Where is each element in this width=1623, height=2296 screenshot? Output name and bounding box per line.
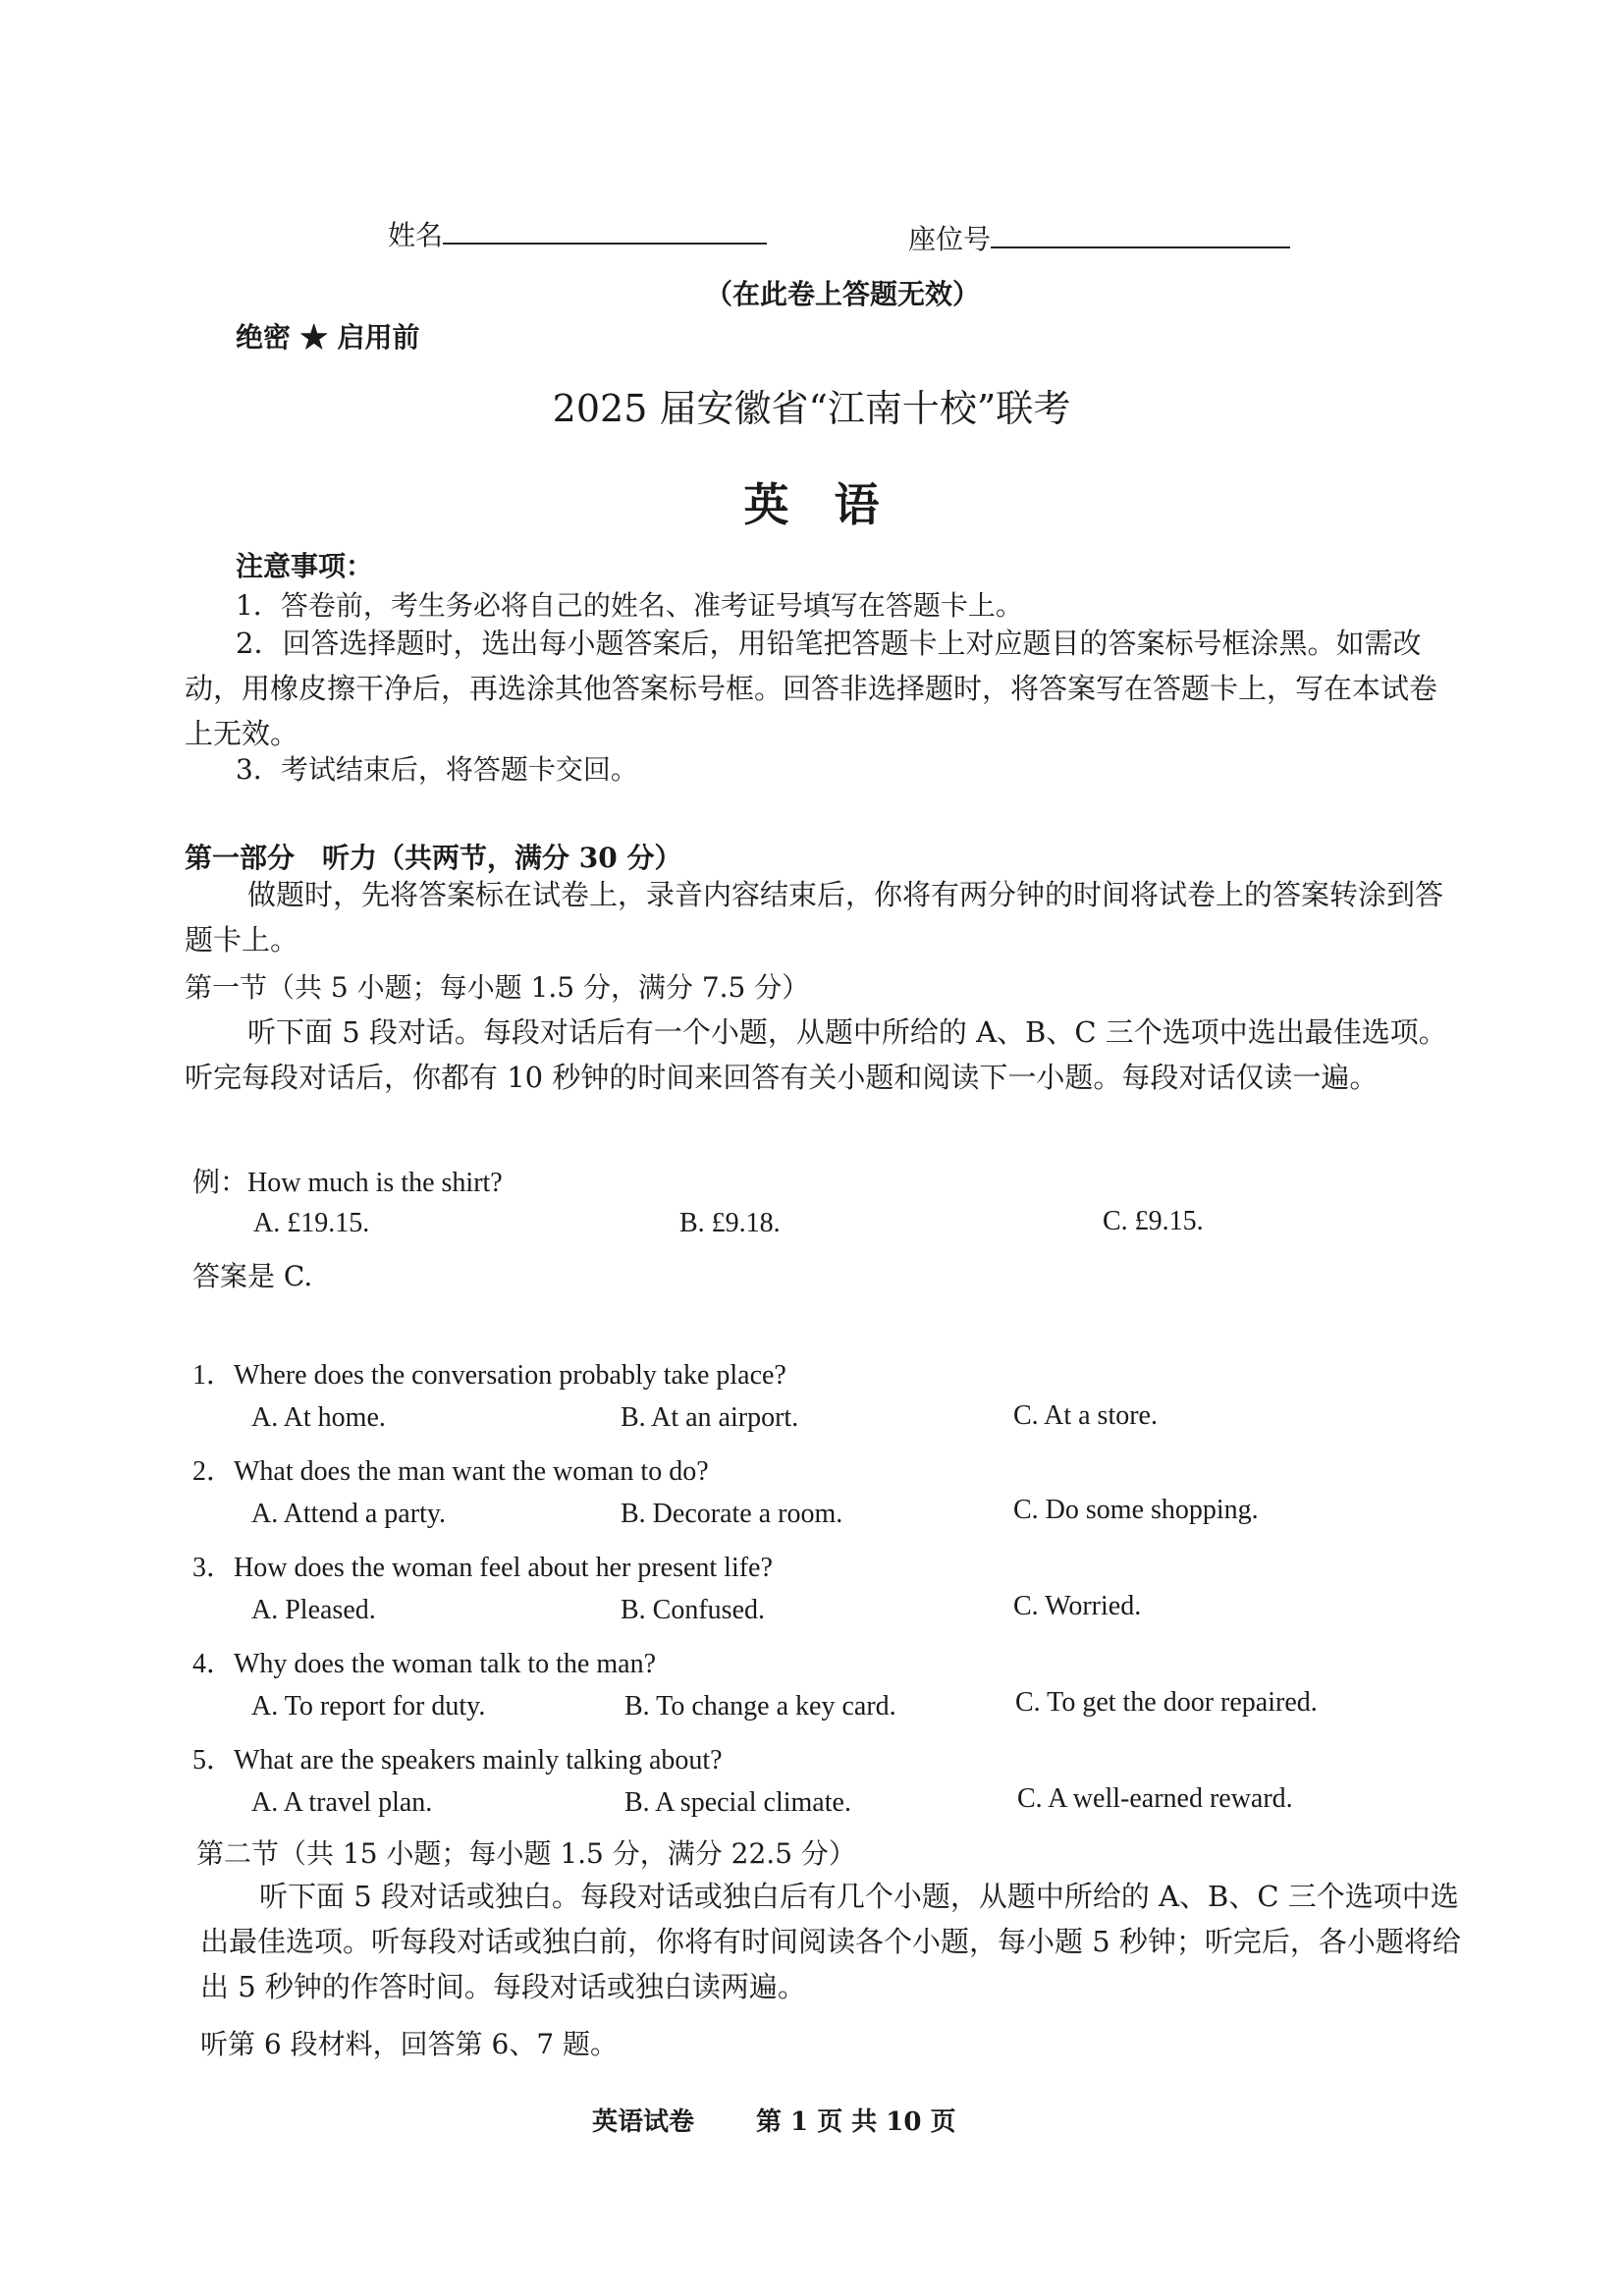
question-2: 2．What does the man want the woman to do?: [192, 1456, 709, 1487]
part1-title: 第一部分 听力（共两节，满分 30 分）: [185, 842, 682, 874]
q5-option-a: A. A travel plan.: [251, 1787, 433, 1818]
q2-option-b: B. Decorate a room.: [621, 1499, 843, 1529]
q4-option-b: B. To change a key card.: [624, 1691, 896, 1722]
q4-option-a: A. To report for duty.: [251, 1691, 486, 1722]
q3-option-b: B. Confused.: [621, 1595, 765, 1625]
example-option-a: A. £19.15.: [253, 1208, 370, 1238]
section1-title: 第一节（共 5 小题；每小题 1.5 分，满分 7.5 分）: [185, 971, 810, 1004]
part1-instructions: 做题时，先将答案标在试卷上，录音内容结束后，你将有两分钟的时间将试卷上的答案转涂到答题卡上。: [185, 878, 1444, 957]
name-field: [388, 214, 767, 253]
question-3: 3．How does the woman feel about her present life?: [192, 1553, 773, 1583]
notes-item-2: 2．回答选择题时，选出每小题答案后，用铅笔把答题卡上对应题目的答案标号框涂黑。如需改动，用橡皮擦干净后，再选涂其他答案标号框。回答非选择题时，将答案写在答题卡上，写在本试卷上无效。: [185, 627, 1438, 750]
name-blank-line: [443, 215, 767, 245]
footer-subject: 英语试卷: [592, 2107, 695, 2137]
q3-option-c: C. Worried.: [1013, 1591, 1142, 1621]
seat-label: 座位号: [908, 223, 992, 255]
footer-page-info: 第 1 页 共 10 页: [756, 2107, 956, 2137]
notes-item-3: 3．考试结束后，将答题卡交回。: [236, 753, 638, 786]
seat-blank-line: [991, 219, 1290, 248]
name-label: 姓名: [388, 219, 444, 251]
q1-option-a: A. At home.: [251, 1402, 386, 1433]
subject-title: 英 语: [743, 478, 880, 531]
question-5: 5．What are the speakers mainly talking about?: [192, 1745, 723, 1776]
notes-item-1: 1．答卷前，考生务必将自己的姓名、准考证号填写在答题卡上。: [236, 589, 1023, 622]
section1-instructions: 听下面 5 段对话。每段对话后有一个小题，从题中所给的 A、B、C 三个选项中选出最佳选项。听完每段对话后，你都有 10 秒钟的时间来回答有关小题和阅读下一小题。每段对话仅读一遍。: [185, 1015, 1447, 1094]
section2-title: 第二节（共 15 小题；每小题 1.5 分，满分 22.5 分）: [196, 1837, 856, 1870]
example-option-b: B. £9.18.: [679, 1208, 781, 1238]
seat-field: [908, 218, 1290, 257]
q4-option-c: C. To get the door repaired.: [1015, 1687, 1318, 1718]
example-question: 例：How much is the shirt?: [192, 1168, 503, 1198]
invalid-note: （在此卷上答题无效）: [705, 278, 981, 310]
q1-option-b: B. At an airport.: [621, 1402, 799, 1433]
q1-option-c: C. At a store.: [1013, 1400, 1158, 1431]
exam-title: 2025 届安徽省“江南十校”联考: [552, 387, 1071, 430]
q2-option-c: C. Do some shopping.: [1013, 1495, 1259, 1525]
notes-title: 注意事项：: [236, 550, 374, 582]
q2-option-a: A. Attend a party.: [251, 1499, 447, 1529]
example-option-c: C. £9.15.: [1103, 1206, 1204, 1236]
secret-label: 绝密 ★ 启用前: [236, 321, 420, 354]
question-1: 1．Where does the conversation probably take place?: [192, 1360, 786, 1391]
question-4: 4．Why does the woman talk to the man?: [192, 1649, 656, 1679]
q5-option-b: B. A special climate.: [624, 1787, 851, 1818]
q5-option-c: C. A well-earned reward.: [1017, 1783, 1293, 1814]
material-6-note: 听第 6 段材料，回答第 6、7 题。: [200, 2028, 619, 2060]
section2-instructions: 听下面 5 段对话或独白。每段对话或独白后有几个小题，从题中所给的 A、B、C 三个选项中选出最佳选项。听每段对话或独白前，你将有时间阅读各个小题，每小题 5 秒钟；听完后，各小题将给出 5 秒钟的作答时间。每段对话或独白读两遍。: [200, 1880, 1461, 2003]
q3-option-a: A. Pleased.: [251, 1595, 376, 1625]
example-answer: 答案是 C.: [192, 1260, 313, 1292]
